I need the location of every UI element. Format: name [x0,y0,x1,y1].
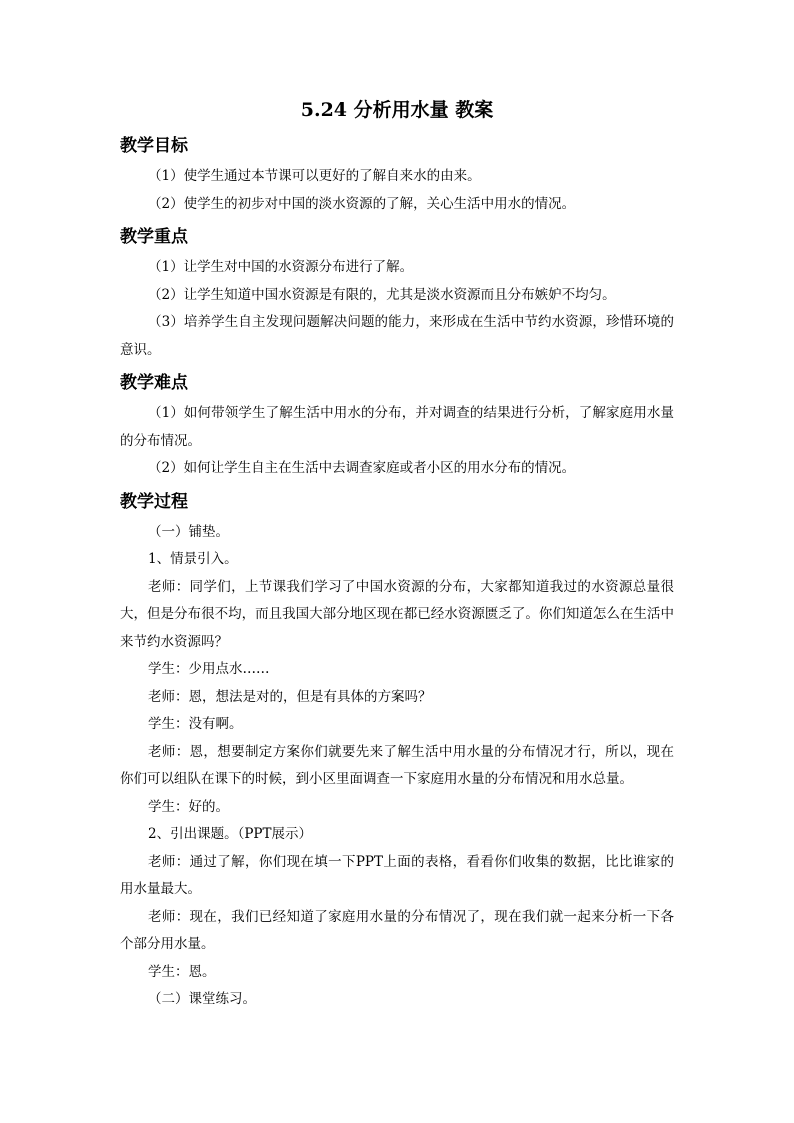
paragraph: （1）让学生对中国的水资源分布进行了解。 [148,259,414,275]
section-heading: 教学目标 [120,136,188,156]
document-page [120,95,674,1014]
paragraph: 老师：通过了解，你们现在填一下PPT上面的表格，看看你们收集的数据，比比谁家的用水量最大。 [120,853,674,897]
section-teaching-difficulties [120,368,674,483]
paragraph: （3）培养学生自主发现问题解决问题的能力，来形成在生活中节约水资源，珍惜环境的意识。 [120,314,674,358]
paragraph: （一）铺垫。 [148,523,229,540]
paragraph: 老师：现在，我们已经知道了家庭用水量的分布情况了，现在我们就一起来分析一下各个部分用水量。 [120,908,674,952]
paragraph: 2、引出课题。（PPT展示） [148,826,313,842]
section-teaching-key-points [120,222,674,364]
paragraph: （1）如何带领学生了解生活中用水的分布，并对调查的结果进行分析，了解家庭用水量的分布情况。 [120,405,674,449]
paragraph: （2）使学生的初步对中国的淡水资源的了解，关心生活中用水的情况。 [148,195,576,212]
paragraph: 学生：好的。 [148,798,229,815]
section-heading: 教学过程 [120,491,188,512]
paragraph: （2）如何让学生自主在生活中去调查家庭或者小区的用水分布的情况。 [148,460,576,476]
document-title: 5.24 分析用水量 教案 [300,99,494,121]
section-teaching-process [120,487,674,1014]
paragraph: 学生：少用点水…… [148,661,270,677]
paragraph: 1、情景引入。 [148,551,238,567]
paragraph: 学生：没有啊。 [148,716,243,732]
section-teaching-objectives [120,131,674,218]
paragraph: 学生：恩。 [148,963,216,980]
paragraph: 老师：恩，想要制定方案你们就要先来了解生活中用水量的分布情况才行，所以，现在你们可以组队在课下的时候，到小区里面调查一下家庭用水量的分布情况和用水总量。 [120,743,674,787]
paragraph: 老师：同学们，上节课我们学习了中国水资源的分布，大家都知道我过的水资源总量很大，但是分布很不均，而且我国大部分地区现在都已经水资源匮乏了。你们知道怎么在生活中来节约水资源吗？ [120,578,674,650]
section-heading: 教学重点 [120,227,188,247]
paragraph: 老师：恩，想法是对的，但是有具体的方案吗？ [148,688,432,705]
section-heading: 教学难点 [120,373,188,393]
paragraph: （2）让学生知道中国水资源是有限的，尤其是淡水资源而且分布嫉妒不均匀。 [148,286,616,303]
paragraph: （1）使学生通过本节课可以更好的了解自来水的由来。 [148,168,481,184]
paragraph: （二）课堂练习。 [148,991,256,1007]
